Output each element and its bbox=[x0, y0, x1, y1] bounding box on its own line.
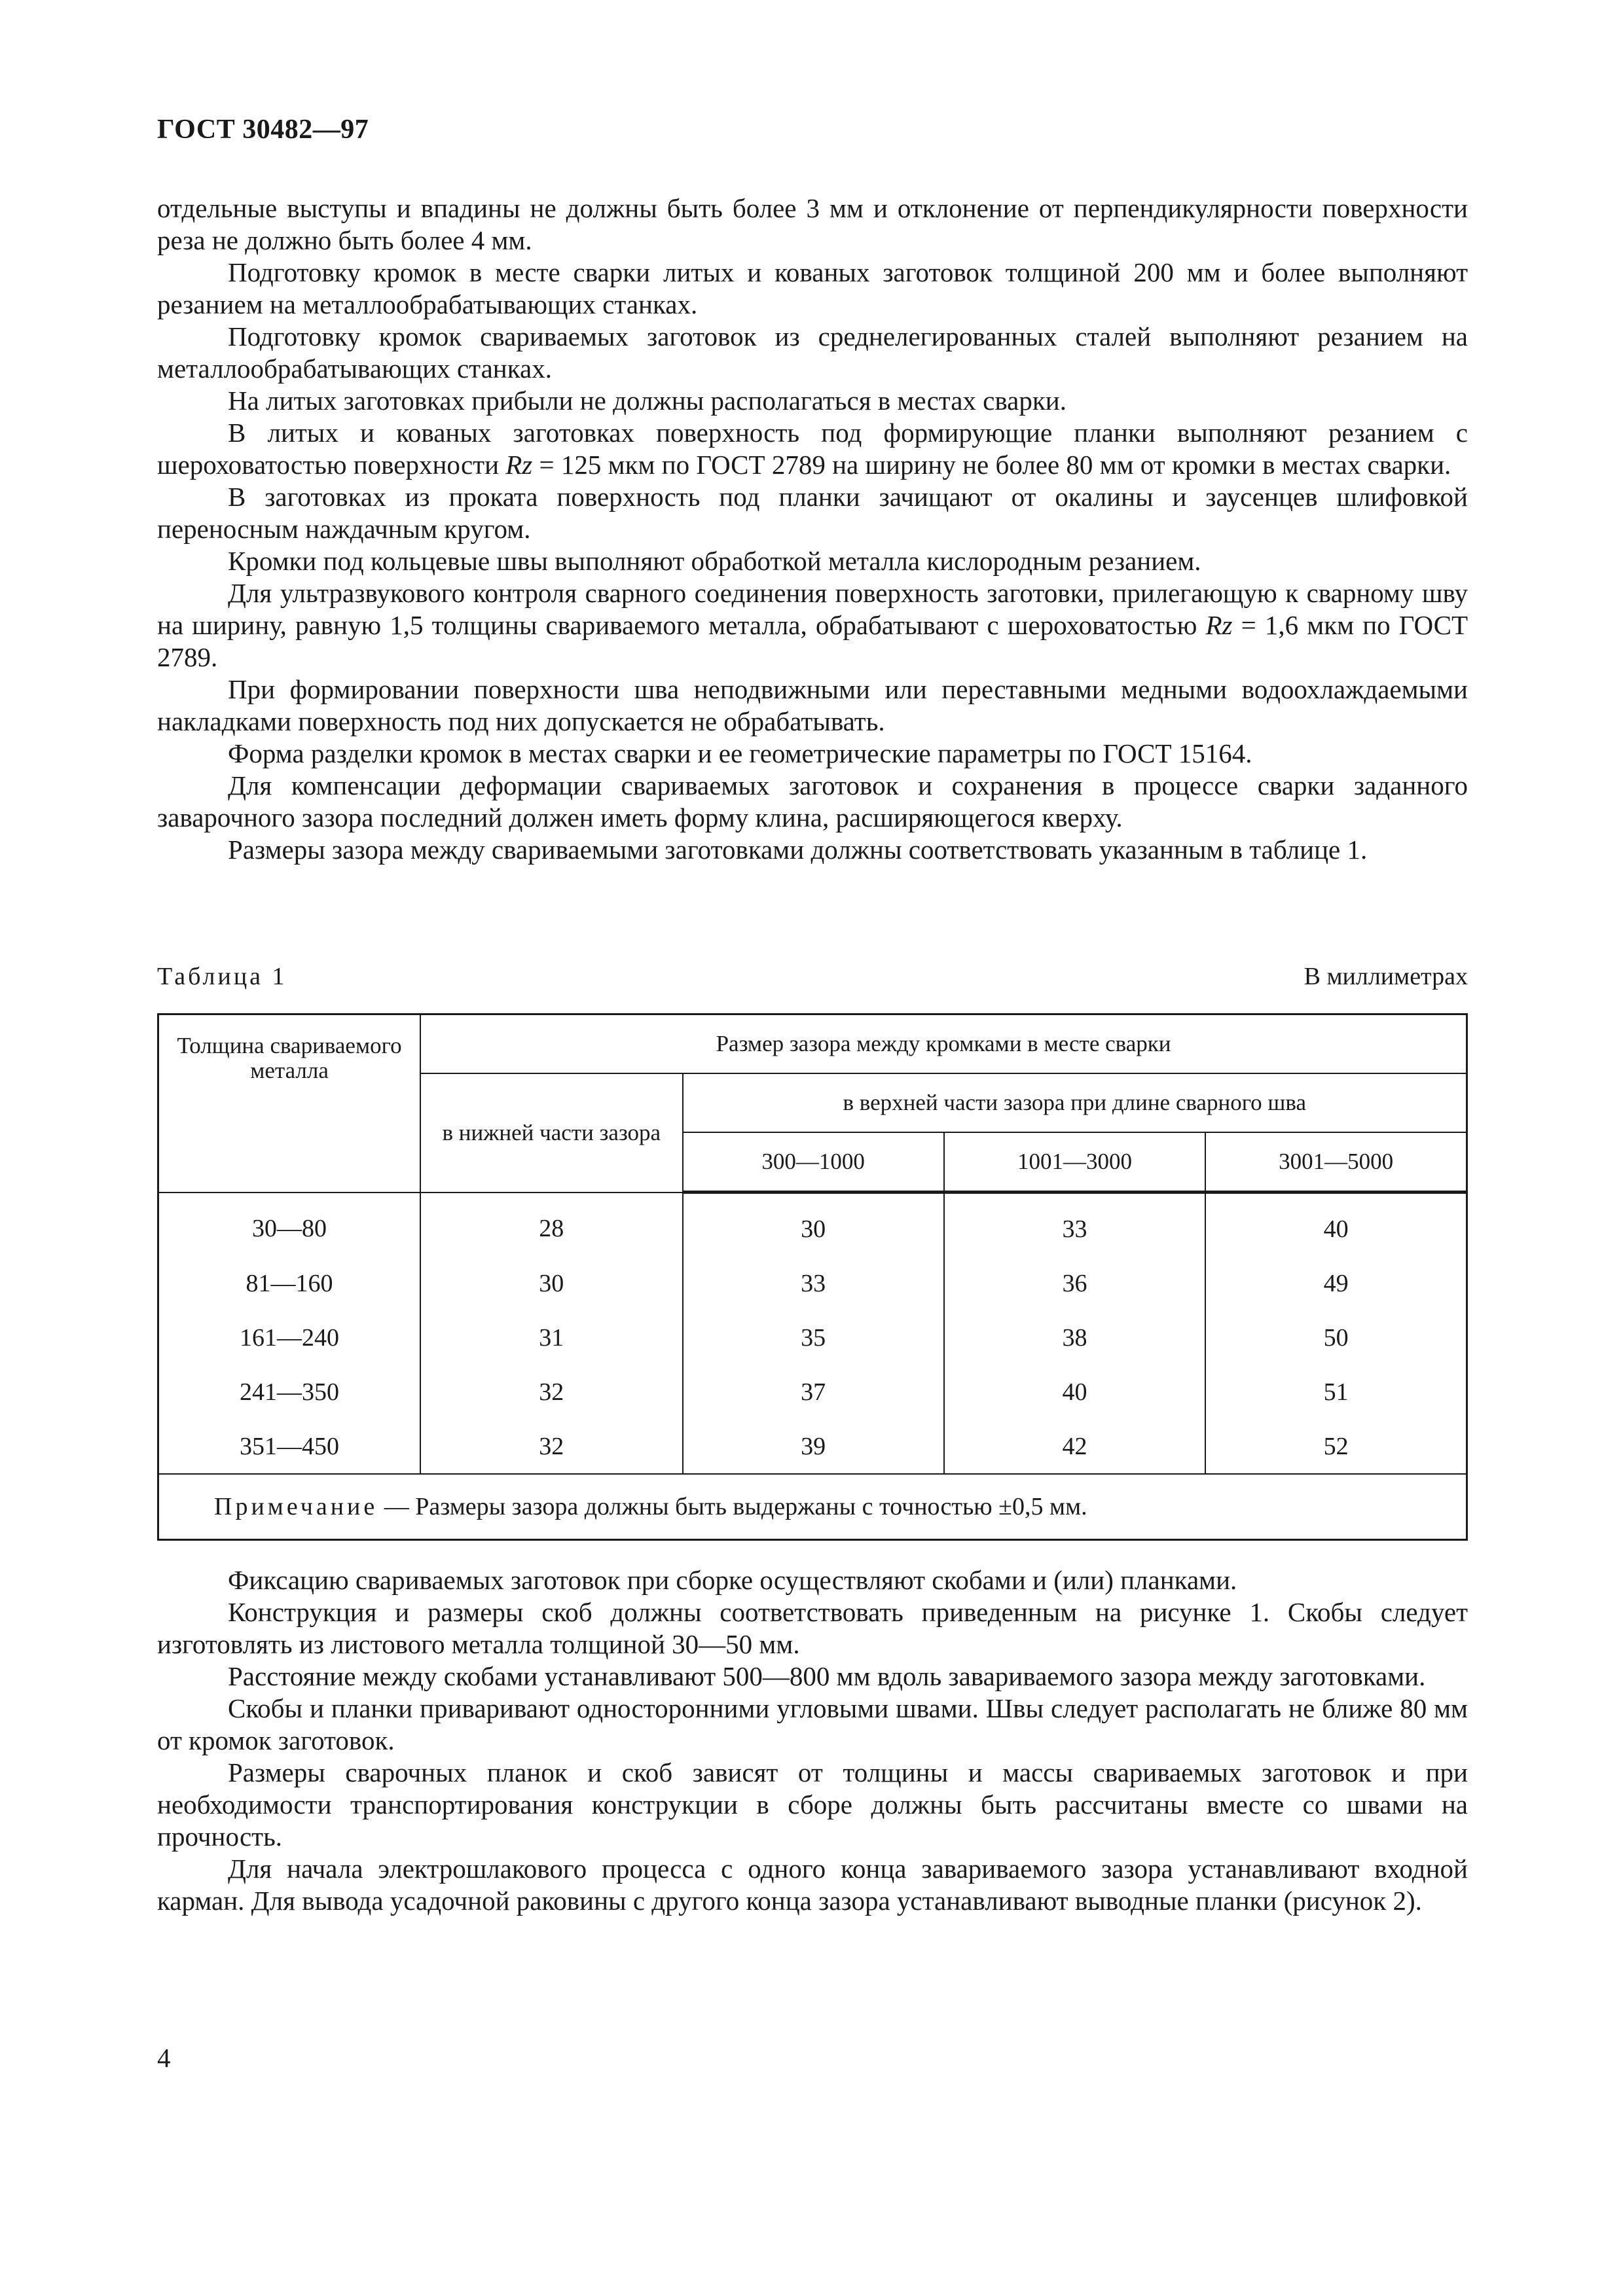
table-row bbox=[158, 1365, 1467, 1419]
cell-gap-bottom: 31 bbox=[420, 1310, 682, 1365]
paragraph: Фиксацию свариваемых заготовок при сборке осуществляют скобами и (или) планками. bbox=[228, 1565, 1237, 1595]
paragraph: Размеры зазора между свариваемыми заготовками должны соответствовать указанным в таблице 1. bbox=[228, 834, 1368, 865]
paragraph: Для начала электрошлакового процесса с одного конца завариваемого зазора устанавливают входной карман. Для вывода усадочной раковины с другого конца зазора устанавливают выводные планки (рисунок 2). bbox=[157, 1854, 1468, 1916]
page-number: 4 bbox=[157, 2043, 171, 2073]
paragraph: На литых заготовках прибыли не должны располагаться в местах сварки. bbox=[228, 386, 1067, 416]
table-row bbox=[158, 1310, 1467, 1365]
note-text: — Размеры зазора должны быть выдержаны с точностью ±0,5 мм. bbox=[378, 1493, 1087, 1520]
header-gap-size: Размер зазора между кромками в месте сварки bbox=[420, 1014, 1467, 1073]
cell-gap-bottom: 28 bbox=[420, 1193, 682, 1257]
header-thickness: Толщина свариваемого металла bbox=[158, 1014, 421, 1193]
paragraph: Расстояние между скобами устанавливают 500—800 мм вдоль завариваемого зазора между заготовками. bbox=[228, 1661, 1426, 1691]
paragraph: Для ультразвукового контроля сварного соединения поверхность заготовки, прилегающую к сварному шву на ширину, равную 1,5 толщины свариваемого металла, обрабатывают с шероховатостью Rz = 1,6 мкм по ГОСТ 2789. bbox=[157, 578, 1468, 672]
table-caption-row bbox=[157, 962, 1468, 995]
paragraph: Подготовку кромок в месте сварки литых и кованых заготовок толщиной 200 мм и более выполняют резанием на металлообрабатывающих станках. bbox=[157, 257, 1468, 319]
gap-table-wrapper bbox=[157, 1013, 1468, 1541]
paragraph: В литых и кованых заготовках поверхность под формирующие планки выполняют резанием с шероховатостью поверхности Rz = 125 мкм по ГОСТ 2789 на ширину не более 80 мм от кромки в местах сварки. bbox=[157, 418, 1468, 480]
cell-gap-len1: 33 bbox=[683, 1256, 944, 1310]
body-text-bottom bbox=[157, 1564, 1468, 1917]
cell-thickness: 81—160 bbox=[158, 1256, 421, 1310]
paragraph: Кромки под кольцевые швы выполняют обработкой металла кислородным резанием. bbox=[228, 546, 1201, 576]
cell-thickness: 351—450 bbox=[158, 1419, 421, 1474]
cell-gap-len2: 36 bbox=[944, 1256, 1205, 1310]
cell-gap-bottom: 32 bbox=[420, 1419, 682, 1474]
cell-gap-bottom: 32 bbox=[420, 1365, 682, 1419]
header-top-part: в верхней части зазора при длине сварного шва bbox=[683, 1073, 1467, 1132]
note-prefix: Примечание bbox=[214, 1493, 378, 1520]
cell-thickness: 30—80 bbox=[158, 1193, 421, 1257]
header-length-1: 300—1000 bbox=[683, 1132, 944, 1193]
paragraph: В заготовках из проката поверхность под планки зачищают от окалины и заусенцев шлифовкой переносным наждачным кругом. bbox=[157, 482, 1468, 544]
cell-gap-len1: 39 bbox=[683, 1419, 944, 1474]
paragraph: Форма разделки кромок в местах сварки и ее геометрические параметры по ГОСТ 15164. bbox=[228, 738, 1252, 768]
paragraph: Конструкция и размеры скоб должны соответствовать приведенным на рисунке 1. Скобы следует изготовлять из листового металла толщиной 30—50 мм. bbox=[157, 1597, 1468, 1659]
cell-gap-len2: 38 bbox=[944, 1310, 1205, 1365]
cell-gap-len3: 49 bbox=[1205, 1256, 1467, 1310]
gap-size-table bbox=[157, 1013, 1468, 1541]
standard-header: ГОСТ 30482—97 bbox=[157, 115, 369, 145]
header-bottom-part: в нижней части зазора bbox=[420, 1073, 682, 1193]
cell-gap-len3: 52 bbox=[1205, 1419, 1467, 1474]
paragraph: отдельные выступы и впадины не должны быть более 3 мм и отклонение от перпендикулярности поверхности реза не должно быть более 4 мм. bbox=[157, 193, 1468, 255]
table-note bbox=[158, 1474, 1467, 1540]
body-text-top bbox=[157, 192, 1468, 866]
header-length-2: 1001—3000 bbox=[944, 1132, 1205, 1193]
table-units: В миллиметрах bbox=[1304, 963, 1468, 990]
cell-gap-len2: 42 bbox=[944, 1419, 1205, 1474]
cell-gap-len1: 35 bbox=[683, 1310, 944, 1365]
table-row bbox=[158, 1193, 1467, 1257]
cell-gap-len1: 30 bbox=[683, 1193, 944, 1257]
paragraph: Для компенсации деформации свариваемых заготовок и сохранения в процессе сварки заданного заварочного зазора последний должен иметь форму клина, расширяющегося кверху. bbox=[157, 770, 1468, 833]
table-caption: Таблица 1 bbox=[157, 963, 287, 990]
header-length-3: 3001—5000 bbox=[1205, 1132, 1467, 1193]
paragraph: Размеры сварочных планок и скоб зависят от толщины и массы свариваемых заготовок и при необходимости транспортирования конструкции в сборе должны быть рассчитаны вместе со швами на прочность. bbox=[157, 1757, 1468, 1852]
table-row bbox=[158, 1419, 1467, 1474]
cell-gap-len3: 50 bbox=[1205, 1310, 1467, 1365]
cell-thickness: 161—240 bbox=[158, 1310, 421, 1365]
paragraph: При формировании поверхности шва неподвижными или переставными медными водоохлаждаемыми накладками поверхность под них допускается не обрабатывать. bbox=[157, 674, 1468, 736]
cell-gap-len3: 51 bbox=[1205, 1365, 1467, 1419]
cell-gap-len3: 40 bbox=[1205, 1193, 1467, 1257]
cell-gap-len2: 40 bbox=[944, 1365, 1205, 1419]
cell-gap-len1: 37 bbox=[683, 1365, 944, 1419]
table-row bbox=[158, 1256, 1467, 1310]
cell-thickness: 241—350 bbox=[158, 1365, 421, 1419]
paragraph: Подготовку кромок свариваемых заготовок из среднелегированных сталей выполняют резанием на металлообрабатывающих станках. bbox=[157, 321, 1468, 384]
cell-gap-bottom: 30 bbox=[420, 1256, 682, 1310]
paragraph: Скобы и планки приваривают односторонними угловыми швами. Швы следует располагать не ближе 80 мм от кромок заготовок. bbox=[157, 1693, 1468, 1755]
table-body bbox=[158, 1193, 1467, 1475]
cell-gap-len2: 33 bbox=[944, 1193, 1205, 1257]
